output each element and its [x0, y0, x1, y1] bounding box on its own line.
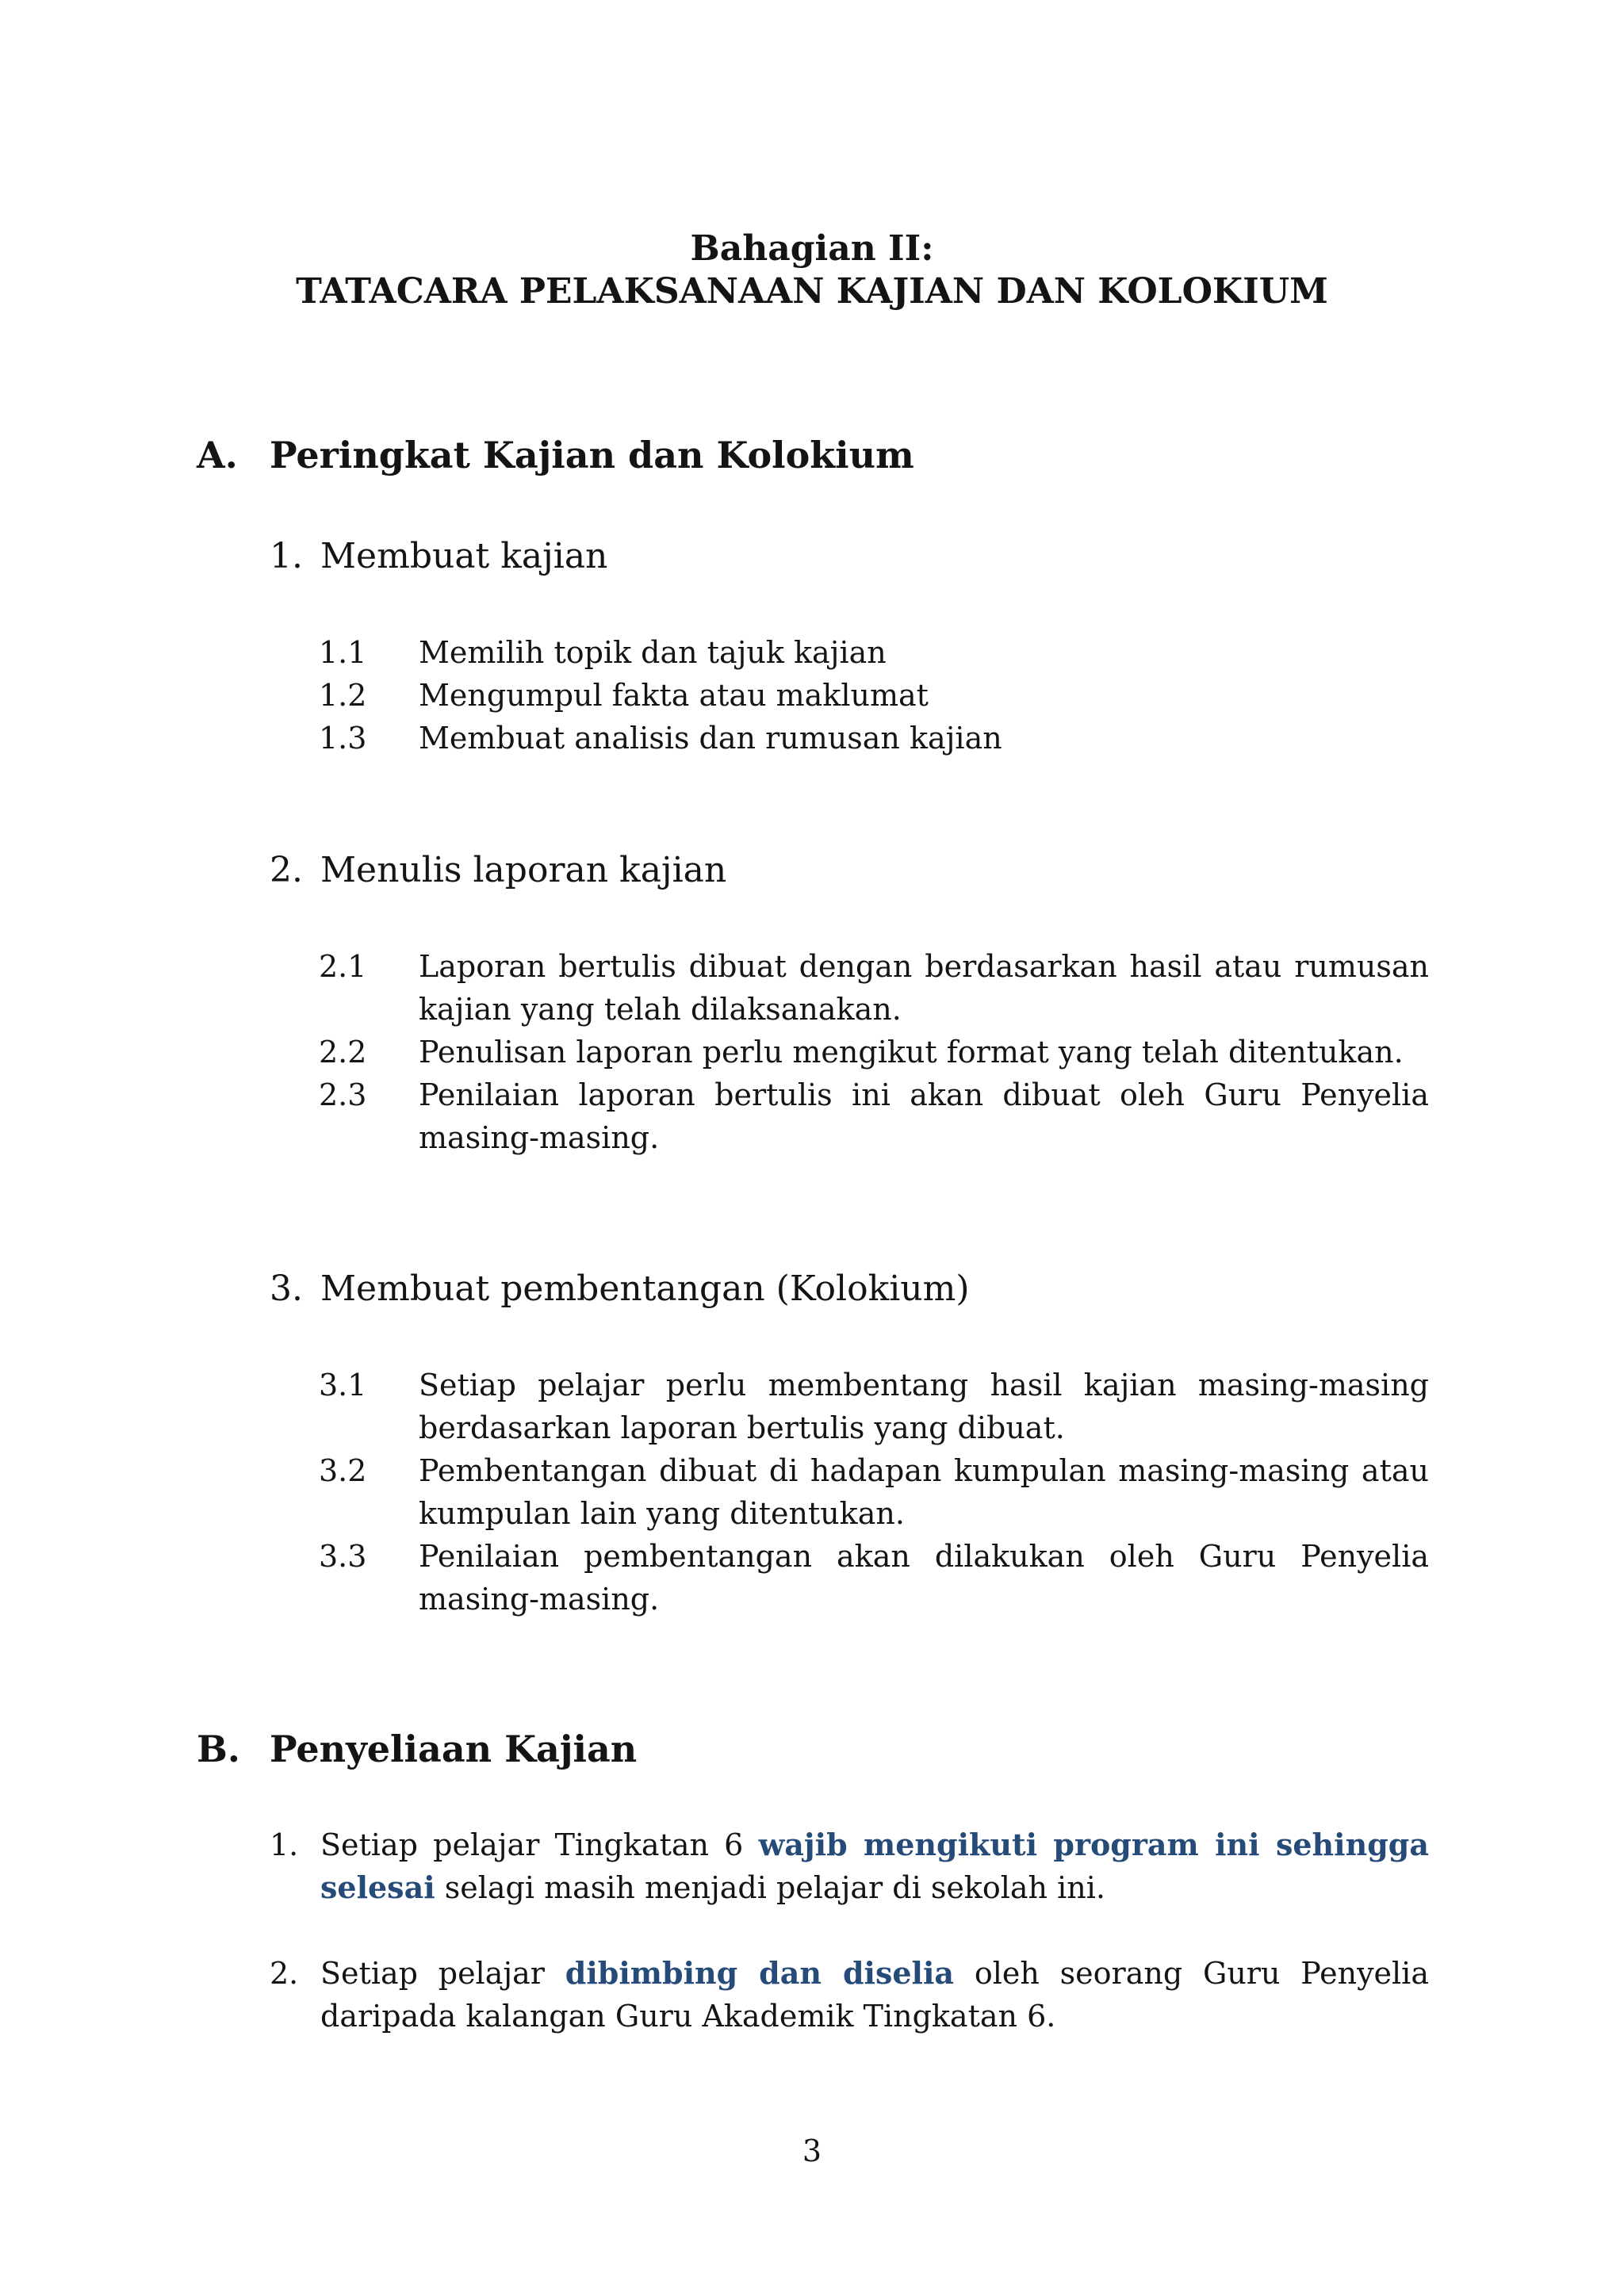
- item-number: 2.: [270, 850, 303, 890]
- subitem-text: Penilaian laporan bertulis ini akan dibuat oleh Guru Penyelia masing-masing.: [419, 1077, 1429, 1155]
- subitem-number: 3.1: [319, 1368, 367, 1402]
- subitem-text: Penulisan laporan perlu mengikut format yang telah ditentukan.: [419, 1035, 1404, 1070]
- subitem-text: Setiap pelajar perlu membentang hasil kajian masing-masing berdasarkan laporan bertulis yang dibuat.: [419, 1368, 1429, 1445]
- subitem-text: Penilaian pembentangan akan dilakukan oleh Guru Penyelia masing-masing.: [419, 1539, 1429, 1617]
- subitem-text: Laporan bertulis dibuat dengan berdasarkan hasil atau rumusan kajian yang telah dilaksanakan.: [419, 949, 1429, 1027]
- item-title: Menulis laporan kajian: [320, 850, 727, 890]
- section-letter: B.: [197, 1728, 240, 1770]
- text-after: oleh seorang Guru Penyelia daripada kalangan Guru Akademik Tingkatan 6.: [320, 1956, 1429, 2034]
- subitem-number: 3.3: [319, 1539, 367, 1574]
- subitem-number: 3.2: [319, 1453, 367, 1488]
- part-title: Bahagian II:: [690, 228, 934, 269]
- subitem-number: 2.2: [319, 1035, 367, 1070]
- subitem-number: 1.2: [319, 678, 367, 713]
- item-number: 2.: [270, 1956, 299, 1991]
- section-title: Peringkat Kajian dan Kolokium: [270, 434, 914, 476]
- item-text: [320, 1952, 1429, 2038]
- subitem-text: Pembentangan dibuat di hadapan kumpulan masing-masing atau kumpulan lain yang ditentukan.: [419, 1453, 1429, 1531]
- subitem-text: Memilih topik dan tajuk kajian: [419, 635, 887, 670]
- subitem-number: 1.1: [319, 635, 367, 670]
- item-title: Membuat pembentangan (Kolokium): [320, 1269, 970, 1309]
- highlight-text: dibimbing dan diselia: [565, 1955, 955, 1991]
- subitem-number: 1.3: [319, 721, 367, 756]
- text-before: Setiap pelajar: [320, 1956, 565, 1991]
- subitem-number: 2.1: [319, 949, 367, 984]
- item-number: 1.: [270, 536, 303, 576]
- subitem-text: Membuat analisis dan rumusan kajian: [419, 721, 1002, 756]
- item-number: 3.: [270, 1269, 303, 1309]
- highlight-text: wajib mengikuti program ini sehingga selesai: [320, 1827, 1429, 1905]
- section-title: Penyeliaan Kajian: [270, 1728, 638, 1770]
- text-before: Setiap pelajar Tingkatan 6: [320, 1827, 759, 1862]
- item-title: Membuat kajian: [320, 536, 608, 576]
- item-text: [320, 1823, 1429, 1909]
- document-title: TATACARA PELAKSANAAN KAJIAN DAN KOLOKIUM: [296, 271, 1328, 312]
- text-after: selagi masih menjadi pelajar di sekolah ini.: [435, 1870, 1105, 1905]
- subitem-number: 2.3: [319, 1077, 367, 1112]
- section-letter: A.: [197, 434, 238, 476]
- subitem-text: Mengumpul fakta atau maklumat: [419, 678, 929, 713]
- item-number: 1.: [270, 1827, 299, 1862]
- page-number: 3: [802, 2133, 822, 2168]
